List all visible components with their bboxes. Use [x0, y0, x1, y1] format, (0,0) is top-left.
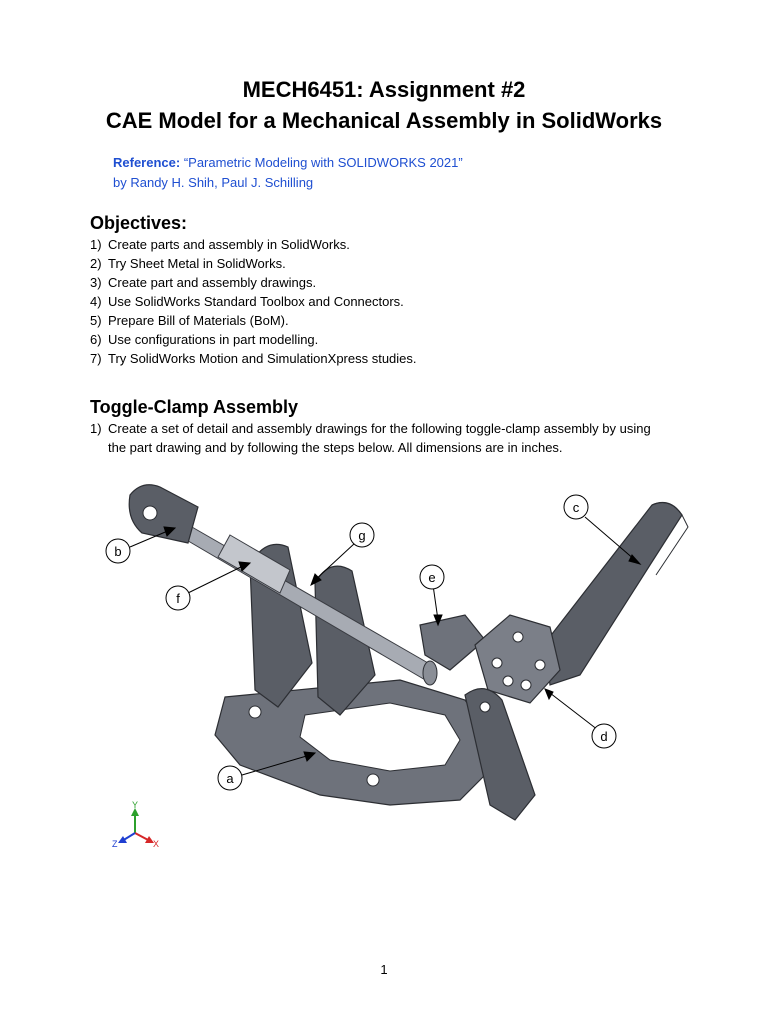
callout-label-b: b	[114, 544, 122, 559]
objective-number: 5)	[90, 313, 102, 328]
coordinate-triad	[112, 800, 159, 849]
objective-text: Create part and assembly drawings.	[108, 275, 317, 290]
objective-text: Create parts and assembly in SolidWorks.	[108, 237, 350, 252]
objective-number: 7)	[90, 351, 102, 366]
objective-number: 6)	[90, 332, 102, 347]
leader-d	[550, 693, 598, 730]
objective-text: Use configurations in part modelling.	[108, 332, 319, 347]
task-text: Create a set of detail and assembly drawings for the following toggle-clamp assembly by using the part drawing and by following the steps below. All dimensions are in inches.	[108, 421, 651, 455]
objective-text: Prepare Bill of Materials (BoM).	[108, 313, 289, 328]
plate-hole-4	[521, 680, 531, 690]
clevis-hole	[143, 506, 157, 520]
objective-text: Try SolidWorks Motion and SimulationXpress studies.	[108, 351, 417, 366]
reference-label: Reference:	[113, 155, 181, 170]
objective-text: Use SolidWorks Standard Toolbox and Connectors.	[108, 294, 404, 309]
triad-x-label: X	[153, 839, 160, 849]
objective-number: 1)	[90, 237, 102, 252]
toggle-clamp-heading: Toggle-Clamp Assembly	[90, 397, 299, 417]
triad-y-label: Y	[132, 800, 139, 810]
title-line-1: MECH6451: Assignment #2	[242, 77, 526, 102]
triad-z-label: Z	[112, 839, 118, 849]
reference-authors: by Randy H. Shih, Paul J. Schilling	[113, 175, 314, 190]
callout-label-e: e	[428, 570, 436, 585]
task-number: 1)	[90, 421, 102, 436]
objective-item	[90, 311, 417, 330]
handle	[545, 503, 682, 685]
reference-book: “Parametric Modeling with SOLIDWORKS 2021”	[183, 155, 463, 170]
callout-label-f: f	[176, 591, 180, 606]
objective-item	[90, 292, 417, 311]
arrow-d	[545, 689, 553, 699]
base-hole-2	[367, 774, 379, 786]
callout-label-a: a	[226, 771, 234, 786]
objective-number: 3)	[90, 275, 102, 290]
objective-number: 4)	[90, 294, 102, 309]
objectives-heading: Objectives:	[90, 213, 188, 233]
plate-hole-3	[535, 660, 545, 670]
leader-f	[188, 565, 245, 593]
callout-label-d: d	[600, 729, 608, 744]
objective-item	[90, 273, 417, 292]
plate-hole-2	[513, 632, 523, 642]
objectives-list	[90, 235, 417, 368]
page-number: 1	[380, 962, 388, 977]
front-bracket-hole	[480, 702, 490, 712]
callout-label-c: c	[572, 500, 580, 515]
objective-number: 2)	[90, 256, 102, 271]
objective-item	[90, 254, 417, 273]
base-hole-1	[249, 706, 261, 718]
objective-text: Try Sheet Metal in SolidWorks.	[108, 256, 286, 271]
reference-line	[113, 154, 463, 172]
objective-item	[90, 330, 417, 349]
shaft-end	[423, 661, 437, 685]
plate-hole-5	[503, 676, 513, 686]
title-line-2: CAE Model for a Mechanical Assembly in SolidWorks	[105, 108, 663, 133]
task-item	[90, 419, 670, 457]
plate-hole-1	[492, 658, 502, 668]
clevis	[129, 485, 198, 543]
callout-label-g: g	[358, 528, 366, 543]
objective-item	[90, 349, 417, 368]
objective-item	[90, 235, 417, 254]
toggle-clamp-figure	[90, 475, 700, 865]
